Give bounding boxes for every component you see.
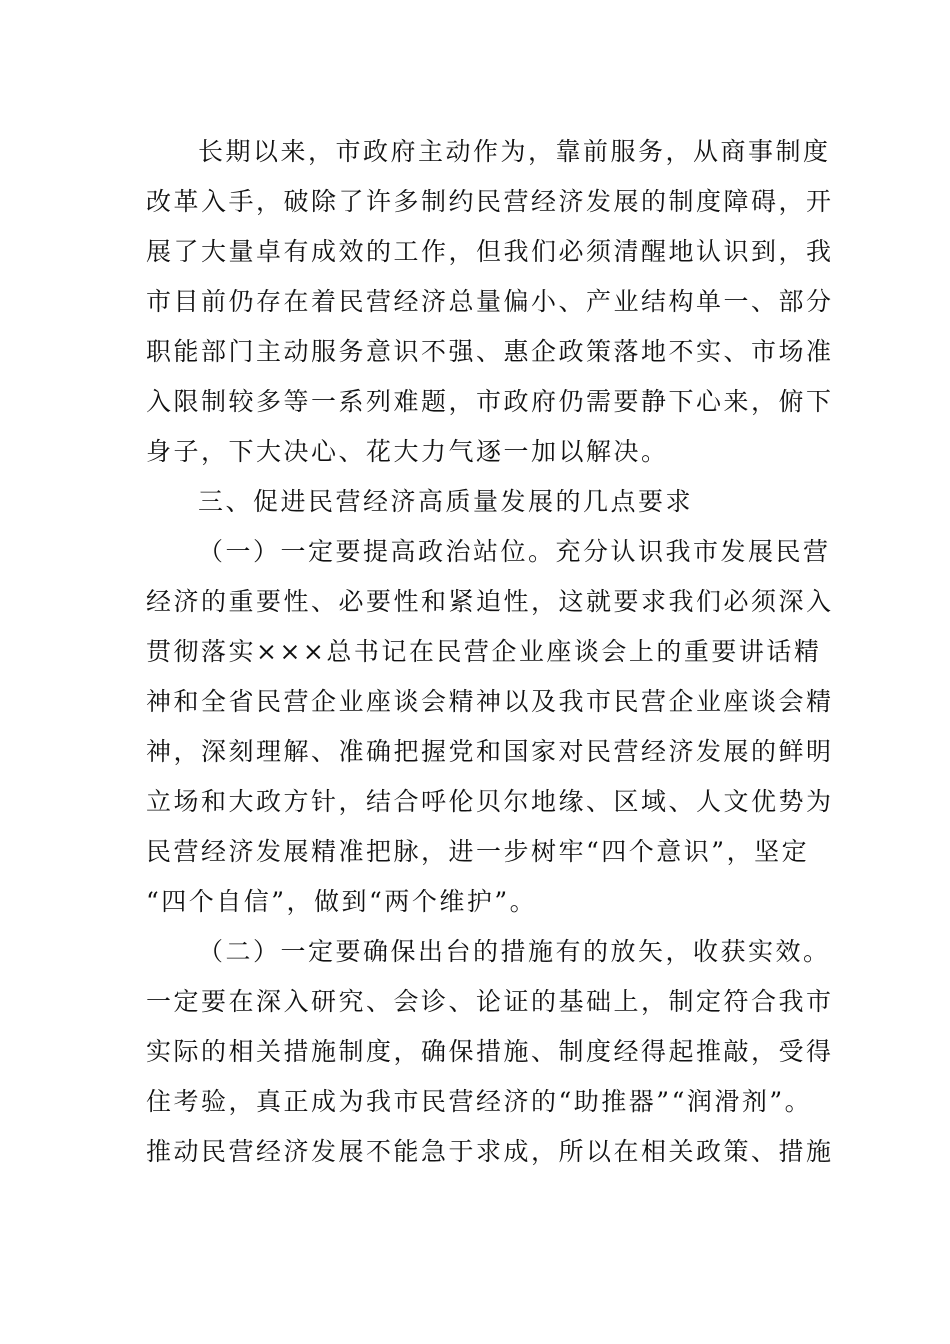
paragraph-requirement-two	[146, 927, 834, 1177]
text-line: 推动民营经济发展不能急于求成，所以在相关政策、措施	[146, 1137, 834, 1166]
text-line: 贯彻落实×××总书记在民营企业座谈会上的重要讲话精	[146, 637, 822, 666]
text-line: （二）一定要确保出台的措施有的放矢，收获实效。	[198, 937, 831, 966]
text-line: 市目前仍存在着民营经济总量偏小、产业结构单一、部分	[146, 287, 834, 316]
text-line: （一）一定要提高政治站位。充分认识我市发展民营	[198, 537, 831, 566]
section-heading	[146, 477, 796, 527]
paragraph-private-economy-status	[146, 127, 834, 477]
text-line: 一定要在深入研究、会诊、论证的基础上，制定符合我市	[146, 987, 834, 1016]
text-line: 立场和大政方针，结合呼伦贝尔地缘、区域、人文优势为	[146, 787, 834, 816]
text-line: 住考验，真正成为我市民营经济的“助推器”“润滑剂”。	[146, 1087, 813, 1116]
text-line: 实际的相关措施制度，确保措施、制度经得起推敲，受得	[146, 1037, 834, 1066]
text-line: 民营经济发展精准把脉，进一步树牢“四个意识”，坚定	[146, 837, 810, 866]
text-line: 神，深刻理解、准确把握党和国家对民营经济发展的鲜明	[146, 737, 834, 766]
text-line: 改革入手，破除了许多制约民营经济发展的制度障碍，开	[146, 187, 834, 216]
text-line: 展了大量卓有成效的工作，但我们必须清醒地认识到，我	[146, 237, 834, 266]
text-line: 入限制较多等一系列难题，市政府仍需要静下心来，俯下	[146, 387, 834, 416]
text-line: 长期以来，市政府主动作为，靠前服务，从商事制度	[198, 137, 831, 166]
paragraph-requirement-one	[146, 527, 834, 927]
section-heading-text: 三、促进民营经济高质量发展的几点要求	[198, 487, 694, 516]
document-body	[146, 127, 834, 1177]
text-line: 经济的重要性、必要性和紧迫性，这就要求我们必须深入	[146, 587, 834, 616]
text-line: 身子，下大决心、花大力气逐一加以解决。	[146, 437, 669, 466]
text-line: 神和全省民营企业座谈会精神以及我市民营企业座谈会精	[146, 687, 834, 716]
text-line: 职能部门主动服务意识不强、惠企政策落地不实、市场准	[146, 337, 834, 366]
text-line: “四个自信”，做到“两个维护”。	[146, 887, 538, 916]
